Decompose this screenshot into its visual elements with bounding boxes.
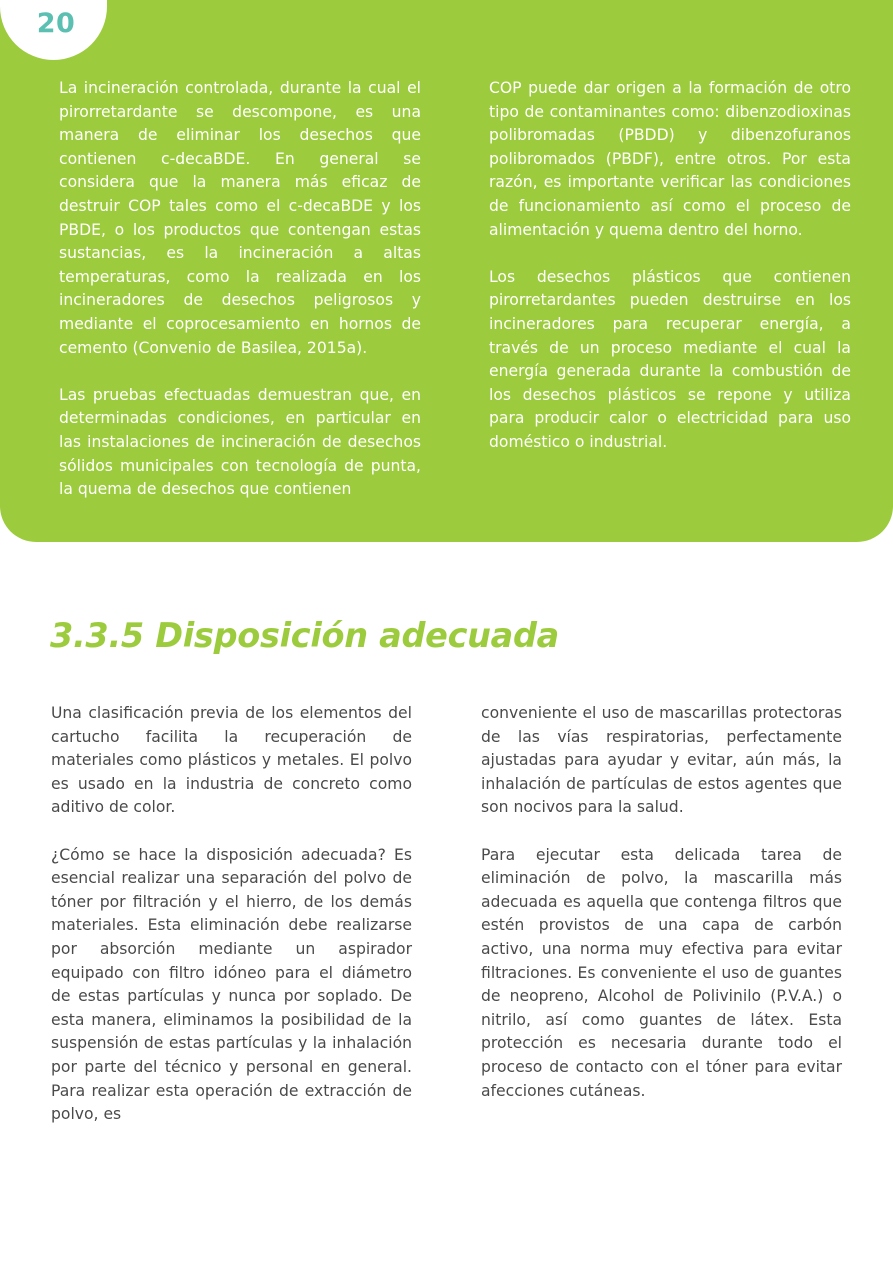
paragraph: Los desechos plásticos que contienen pirorretardantes pueden destruirse en los incineradores para recuperar energía, a través de un proceso mediante el cual la energía generada durante la combustión de los desechos plásticos se repone y utiliza para producir calor o electricidad para uso doméstico o industrial. xyxy=(489,267,851,451)
paragraph: COP puede dar origen a la formación de otro tipo de contaminantes como: dibenzodioxinas polibromadas (PBDD) y dibenzofuranos polibromados (PBDF), entre otros. Por esta razón, es importante verificar las condiciones de funcionamiento así como el proceso de alimentación y quema dentro del horno. xyxy=(489,79,851,239)
paragraph: ¿Cómo se hace la disposición adecuada? Es esencial realizar una separación del polvo de tóner por filtración y el hierro, de los demás materiales. Esta eliminación debe realizarse por absorción mediante un aspirador equipado con filtro idóneo para el diámetro de estas partículas y nunca por soplado. De esta manera, eliminamos la posibilidad de la suspensión de estas partículas y la inhalación por parte del técnico y personal en general. Para realizar esta operación de extracción de polvo, es xyxy=(51,845,412,1124)
green-text-panel xyxy=(0,0,893,542)
paragraph: Las pruebas efectuadas demuestran que, en determinadas condiciones, en particular en las instalaciones de incineración de desechos sólidos municipales con tecnología de punta, la quema de desechos que contienen xyxy=(59,385,421,499)
panel-left-column xyxy=(59,77,421,502)
section-heading: 3.3.5 Disposición adecuada xyxy=(50,616,559,655)
paragraph: Una clasificación previa de los elementos del cartucho facilita la recuperación de materiales como plásticos y metales. El polvo es usado en la industria de concreto como aditivo de color. xyxy=(51,704,412,817)
paragraph: Para ejecutar esta delicada tarea de eliminación de polvo, la mascarilla más adecuada es aquella que contenga filtros que estén provistos de una capa de carbón activo, una norma muy efectiva para evitar filtraciones. Es conveniente el uso de guantes de neopreno, Alcohol de Polivinilo (P.V.A.) o nitrilo, así como guantes de látex. Esta protección es necesaria durante todo el proceso de contacto con el tóner para evitar afecciones cutáneas. xyxy=(481,845,842,1100)
section-right-column xyxy=(481,702,842,1103)
section-left-column xyxy=(51,702,412,1127)
paragraph: conveniente el uso de mascarillas protectoras de las vías respiratorias, perfectamente ajustadas para ayudar y evitar, aún más, la inhalación de partículas de estos agentes que son nocivos para la salud. xyxy=(481,704,842,817)
page-number: 20 xyxy=(36,8,76,39)
panel-right-column xyxy=(489,77,851,455)
paragraph: La incineración controlada, durante la cual el pirorretardante se descompone, es una manera de eliminar los desechos que contienen c-decaBDE. En general se considera que la manera más eficaz de destruir COP tales como el c-decaBDE y los PBDE, o los productos que contengan estas sustancias, es la incineración a altas temperaturas, como la realizada en los incineradores de desechos peligrosos y mediante el coprocesamiento en hornos de cemento (Convenio de Basilea, 2015a). xyxy=(59,79,421,357)
